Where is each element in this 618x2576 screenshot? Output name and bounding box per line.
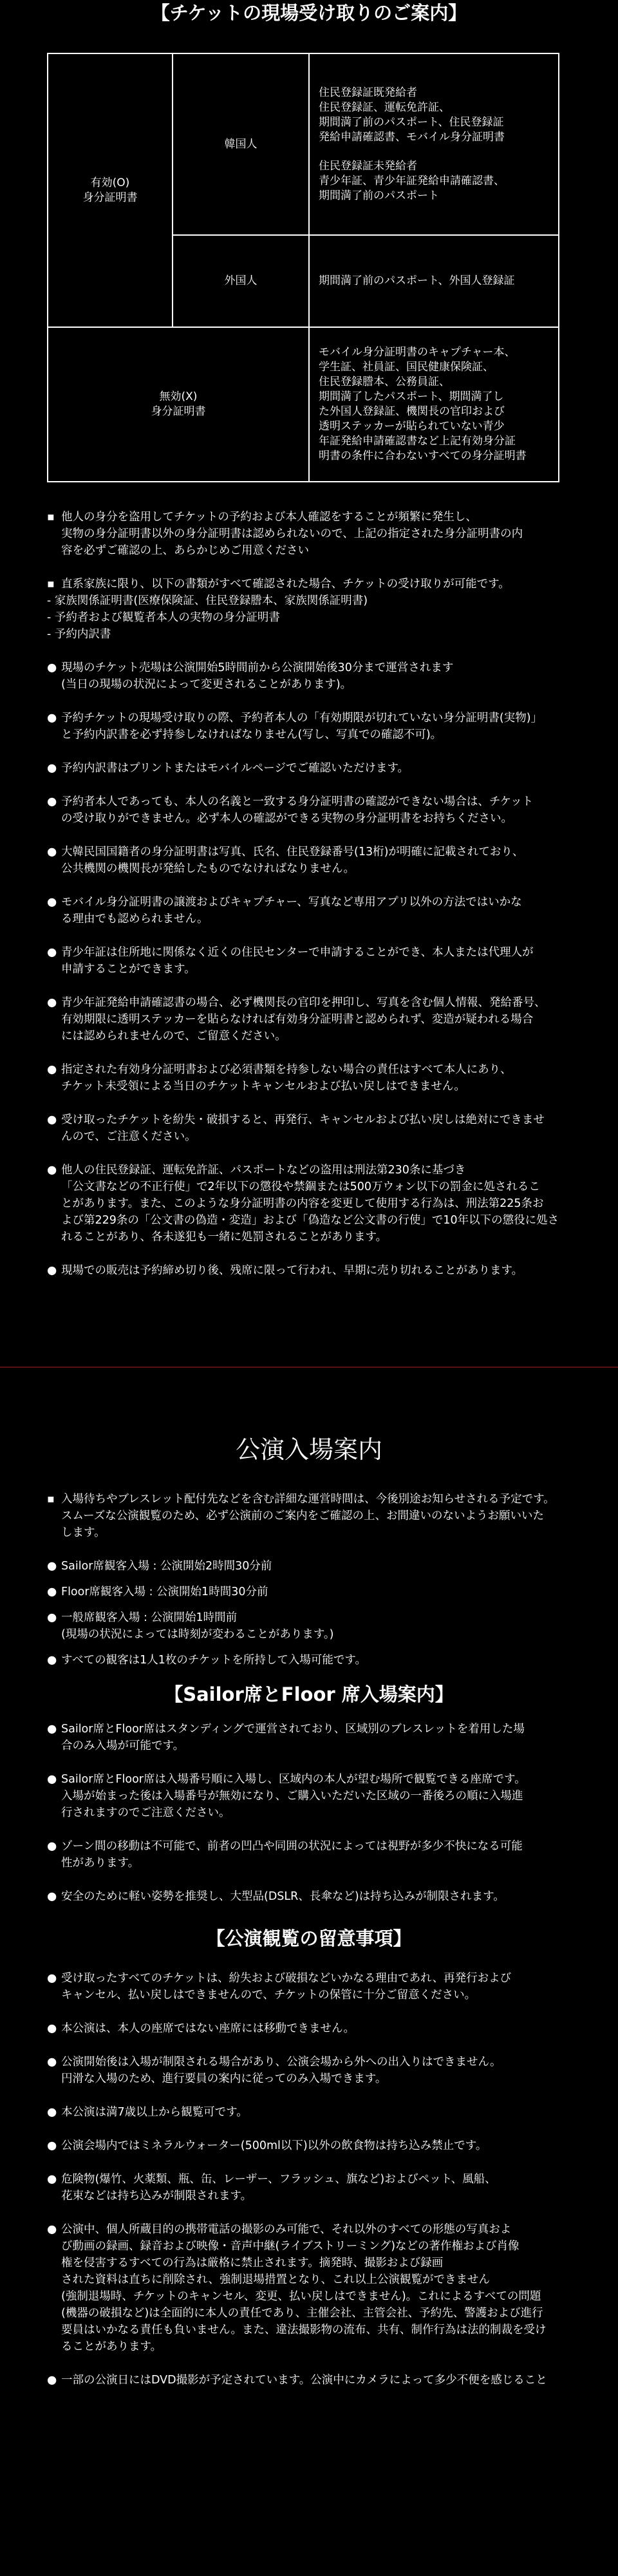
list-item [47, 2171, 575, 2204]
doc-line: 住民登録証未発給者 [319, 159, 417, 173]
round-bullet-icon: ● [47, 2106, 57, 2119]
list-item [47, 1838, 575, 1871]
round-bullet-icon: ● [47, 1560, 57, 1573]
section-divider [0, 1367, 618, 1368]
list-item [47, 944, 575, 978]
korean-issued-list [319, 86, 552, 145]
entry-times-list [47, 1558, 575, 1669]
list-item-text: んので、ご注意ください。 [61, 1130, 196, 1143]
entry-guide-title: 公演入場案内 [235, 1435, 382, 1464]
doc-line: - 家族関係証明書(医療保険証、住民登録謄本、家族関係証明書) [47, 594, 368, 607]
list-item-text: (機器の破損など)は全面的に本人の責任であり、主催会社、主管会社、予約先、警護および進行 [61, 2307, 543, 2320]
foreigner-valid-docs: 期間満了前のパスポート、外国人登録証 [309, 235, 559, 327]
list-item-text: 大韓民国国籍者の身分証明書は写真、氏名、住民登録番号(13桁)が明確に記載されており、 [61, 846, 524, 858]
list-item-text: (現場の状況によっては時刻が変わることがあります。) [61, 1628, 334, 1641]
list-item-text: 有効期限に透明ステッカーを貼らなければ有効身分証明書と認められず、変造が疑われる場合 [61, 1013, 534, 1026]
round-bullet-icon: ● [47, 1723, 57, 1736]
list-item-text: 受け取ったチケットを紛失・破損すると、再発行、キャンセルおよび払い戻しは絶対にできませ [61, 1113, 545, 1126]
notice-line: 実物の身分証明書以外の身分証明書は認められないので、上記の指定された身分証明書の内 [61, 527, 523, 540]
list-item-text: 本公演は満7歳以上から観覧可です。 [61, 2106, 248, 2119]
doc-line: モバイル身分証明書のキャプチャー本、 [319, 346, 516, 359]
list-item-text: 青少年証発給申請確認書の場合、必ず機関長の官印を押印し、写真を含む個人情報、発給番号、 [61, 996, 546, 1009]
list-item-text: よび第229条の「公文書の偽造・変造」および「偽造など公文書の行使」で10年以下の懲役に処さ [61, 1214, 559, 1227]
doc-line: 透明ステッカーが貼られていない青少 [319, 420, 505, 433]
list-item-text: び動画の録画、録音および映像・音声中継(ライブストリーミング)などの著作権および肖像 [61, 2240, 520, 2253]
list-item [47, 793, 575, 827]
doc-line: 青少年証、青少年証発給申請確認書、 [319, 174, 505, 187]
list-item-text: 合のみ入場が可能です。 [61, 1739, 185, 1752]
round-bullet-icon: ● [47, 2022, 57, 2035]
round-bullet-icon: ● [47, 1611, 57, 1624]
intro-line: 入場待ちやブレスレット配付先などを含む詳細な運営時間は、今後別途お知らせされる予定です。 [61, 1493, 555, 1506]
doc-line: 期間満了前のパスポート、住民登録証 [319, 115, 504, 129]
list-item [47, 1112, 575, 1145]
list-item-text: モバイル身分証明書の譲渡およびキャプチャー、写真など専用アプリ以外の方法ではいかな [61, 896, 522, 909]
invalid-id-label: 無効(X) 身分証明書 [48, 327, 309, 482]
list-item [47, 1888, 575, 1905]
round-bullet-icon: ● [47, 795, 57, 808]
list-item-text: 一般席観客入場 : 公演開始1時間前 [61, 1611, 238, 1624]
square-bullet-icon: ▪ [47, 1493, 55, 1506]
list-item-text: すべての観客は1人1枚のチケットを所持して入場可能です。 [61, 1654, 366, 1667]
list-item [47, 2372, 575, 2389]
viewing-notes-title: 【公演観覧の留意事項】 [206, 1927, 412, 1949]
list-item-text: れることがあり、各未遂犯も一緒に処罰されることがあります。 [61, 1231, 388, 1244]
list-item-text: Sailor席とFloor席は入場番号順に入場し、区域内の本人が望む場所で観覧できる座席です。 [61, 1773, 526, 1786]
round-bullet-icon: ● [47, 1890, 57, 1903]
list-item-text: キャンセル、払い戻しはできませんので、チケットの保管に十分ご留意ください。 [61, 1989, 476, 2002]
round-bullet-icon: ● [47, 1113, 57, 1126]
list-item [47, 1162, 575, 1245]
round-bullet-icon: ● [47, 2173, 57, 2186]
list-item-text: 公演開始後は入場が制限される場合があり、公演会場から外への出入りはできません。 [61, 2056, 501, 2069]
list-item [47, 710, 575, 743]
entry-guide-section [0, 1430, 618, 2405]
list-item-text: 予約内訳書はプリントまたはモバイルページでご確認いただけます。 [61, 762, 409, 775]
list-item-text: 行されますのでご注意ください。 [61, 1806, 230, 1819]
list-item-text: 公演中、個人所蔵目的の携帯電話の撮影のみ可能で、それ以外のすべての形態の写真およ [61, 2223, 512, 2236]
list-item-text: とがあります。また、このような身分証明書の内容を変更して使用する行為は、刑法第225条お [61, 1197, 544, 1210]
list-item-text: 危険物(爆竹、火薬類、瓶、缶、レーザー、フラッシュ、旗など)およびペット、風船、 [61, 2173, 496, 2186]
list-item [47, 1558, 575, 1575]
family-required-docs [47, 592, 575, 643]
round-bullet-icon: ● [47, 1586, 57, 1598]
list-item [47, 2104, 575, 2121]
list-item [47, 1721, 575, 1754]
invalid-docs [309, 327, 559, 482]
id-document-table [47, 53, 559, 482]
doc-line: 学生証、社員証、国民健康保険証、 [319, 361, 494, 374]
list-item-text: 本公演は、本人の座席ではない座席には移動できません。 [61, 2022, 355, 2035]
round-bullet-icon: ● [47, 2056, 57, 2069]
round-bullet-icon: ● [47, 946, 57, 959]
list-item-text: る理由でも認められません。 [61, 913, 209, 925]
doc-line: 期間満了したパスポート、期間満了し [319, 390, 504, 403]
round-bullet-icon: ● [47, 996, 57, 1009]
doc-line: 住民登録謄本、公務員証、 [319, 375, 450, 388]
list-item [47, 1652, 575, 1669]
list-item [47, 894, 575, 927]
list-item-text: 予約者本人であっても、本人の名義と一致する身分証明書の確認ができない場合は、チケット [61, 795, 534, 808]
list-item-text: 受け取ったすべてのチケットは、紛失および破損などいかなる理由であれ、再発行および [61, 1972, 512, 1985]
list-item [47, 994, 575, 1045]
list-item-text: の受け取りができません。必ず本人の確認ができる実物の身分証明書をお持ちください。 [61, 812, 513, 825]
list-item-text: 一部の公演日にはDVD撮影が予定されています。公演中にカメラによって多少不便を感じること [61, 2374, 547, 2387]
list-item [47, 1609, 575, 1643]
foreigner-label: 外国人 [173, 235, 309, 327]
round-bullet-icon: ● [47, 712, 57, 724]
notice-identity-theft [47, 509, 575, 559]
pickup-bullet-list [47, 659, 575, 1279]
list-item-text: と予約内訳書を必ず持参しなければなりません(写し、写真での確認不可)。 [61, 728, 442, 741]
list-item [47, 760, 575, 777]
notice-line: 容を必ずご確認の上、あらかじめご用意ください [61, 544, 309, 557]
list-item-text: Floor席観客入場 : 公演開始1時間30分前 [61, 1586, 268, 1598]
valid-id-label: 有効(O) 身分証明書 [48, 53, 173, 327]
doc-line: - 予約内訳書 [47, 628, 111, 641]
list-item-text: 青少年証は住所地に関係なく近くの住民センターで申請することができ、本人または代理人が [61, 946, 534, 959]
round-bullet-icon: ● [47, 661, 57, 674]
list-item [47, 1771, 575, 1821]
list-item-text: された資料は直ちに削除され、強制退場措置となり、これ以上公演観覧ができません [61, 2273, 491, 2286]
list-item [47, 2137, 575, 2154]
round-bullet-icon: ● [47, 1840, 57, 1853]
list-item-text: Sailor席とFloor席はスタンディングで運営されており、区域別のブレスレットを着用した場 [61, 1723, 525, 1736]
list-item [47, 1061, 575, 1095]
list-item-text: 他人の住民登録証、運転免許証、パスポートなどの盗用は刑法第230条に基づき [61, 1164, 466, 1177]
list-item [47, 844, 575, 877]
list-item-text: 指定された有効身分証明書および必須書類を持参しない場合の責任はすべて本人にあり、 [61, 1063, 512, 1076]
list-item-text: (強制退場時、チケットのキャンセル、変更、払い戻しはできません)。これによるすべての問題 [61, 2290, 541, 2303]
round-bullet-icon: ● [47, 1063, 57, 1076]
list-item [47, 2020, 575, 2037]
entry-intro [47, 1491, 575, 1541]
list-item-text: 性があります。 [61, 1857, 140, 1870]
intro-line: スムーズな公演観覧のため、必ず公演前のご案内をご確認の上、お間違いのないようお願いいた [61, 1510, 545, 1522]
list-item-text: には認められませんので、ご留意ください。 [61, 1030, 286, 1043]
korean-unissued-list [319, 159, 552, 204]
list-item-text: Sailor席観客入場 : 公演開始2時間30分前 [61, 1560, 272, 1573]
intro-line: します。 [61, 1526, 106, 1539]
round-bullet-icon: ● [47, 2374, 57, 2387]
standing-entry-title: 【Sailor席とFloor 席入場案内】 [164, 1683, 454, 1705]
round-bullet-icon: ● [47, 1773, 57, 1786]
list-item-text: ることがあります。 [61, 2340, 162, 2353]
korean-valid-docs [309, 53, 559, 235]
list-item-text: 公共機関の機関長が発給したものでなければなりません。 [61, 862, 355, 875]
list-item [47, 1262, 575, 1279]
list-item-text: 現場での販売は予約締め切り後、残席に限って行われ、早期に売り切れることがあります。 [61, 1264, 523, 1277]
round-bullet-icon: ● [47, 1972, 57, 1985]
doc-line: 期間満了前のパスポート [319, 189, 439, 202]
viewing-notes-list [47, 1970, 575, 2389]
pickup-notes [47, 509, 575, 1296]
list-item-text: 円滑な入場のため、進行要員の案内に従ってのみ入場できます。 [61, 2072, 387, 2085]
doc-line: た外国人登録証、機関長の官印および [319, 405, 505, 418]
list-item [47, 2054, 575, 2087]
list-item-text: 安全のために軽い姿勢を推奨し、大型品(DSLR、長傘など)は持ち込みが制限されます。 [61, 1890, 505, 1903]
round-bullet-icon: ● [47, 896, 57, 909]
square-bullet-icon: ▪ [47, 511, 55, 524]
list-item [47, 1584, 575, 1600]
round-bullet-icon: ● [47, 2139, 57, 2152]
round-bullet-icon: ● [47, 2223, 57, 2236]
list-item-text: 権を侵害するすべての行為は厳格に禁止されます。摘発時、撮影および録画 [61, 2257, 444, 2269]
round-bullet-icon: ● [47, 1264, 57, 1277]
doc-line: 住民登録証既発給者 [319, 86, 417, 99]
list-item-text: 申請することができます。 [61, 963, 196, 976]
korean-label: 韓国人 [173, 53, 309, 235]
list-item-text: 要員はいかなる責任も負いません。また、違法撮影物の流布、共有、制作行為は法的制裁を受け [61, 2324, 547, 2336]
list-item-text: 入場が始まった後は入場番号が無効になり、ご購入いただいた区域の一番後ろの順に入場進 [61, 1790, 523, 1803]
doc-line: 明書の条件に合わないすべての身分証明書 [319, 450, 527, 462]
list-item [47, 2221, 575, 2355]
notice-family-pickup: ▪ 直系家族に限り、以下の書類がすべて確認された場合、チケットの受け取りが可能です。 [47, 576, 575, 592]
list-item-text: ゾーン間の移動は不可能で、前者の凹凸や同囲の状況によっては視野が多少不快になる可能 [61, 1840, 523, 1853]
standing-entry-list [47, 1721, 575, 1905]
pickup-guide-title: 【チケットの現場受け取りのご案内】 [151, 2, 467, 24]
round-bullet-icon: ● [47, 762, 57, 775]
list-item-text: 公演会場内ではミネラルウォーター(500ml以下)以外の飲食物は持ち込み禁止です。 [61, 2139, 487, 2152]
doc-line: 発給申請確認書、モバイル身分証明書 [319, 130, 505, 144]
list-item [47, 659, 575, 693]
list-item-text: 「公文書などの不正行使」で2年以下の懲役や禁錮または500万ウォン以下の罰金に処されるこ [61, 1180, 540, 1193]
list-item [47, 1970, 575, 2003]
list-item-text: (当日の現場の状況によって変更されることがあります)。 [61, 678, 352, 691]
round-bullet-icon: ● [47, 846, 57, 858]
doc-line: 住民登録証、運転免許証、 [319, 100, 450, 114]
square-bullet-icon: ▪ [47, 578, 55, 591]
doc-line: 年証発給申請確認書など上記有効身分証 [319, 435, 516, 448]
list-item-text: 予約チケットの現場受け取りの際、予約者本人の「有効期限が切れていない身分証明書(実物)」 [61, 712, 543, 724]
doc-line: - 予約者および観覧者本人の実物の身分証明書 [47, 611, 280, 624]
round-bullet-icon: ● [47, 1654, 57, 1667]
list-item-text: 現場のチケット売場は公演開始5時間前から公演開始後30分まで運営されます [61, 661, 454, 674]
notice-line: 他人の身分を盗用してチケットの予約および本人確認をすることが頻繁に発生し、 [61, 511, 477, 524]
list-item-text: 花束などは持ち込みが制限されます。 [61, 2190, 252, 2202]
round-bullet-icon: ● [47, 1164, 57, 1177]
list-item-text: チケット未受領による当日のチケットキャンセルおよび払い戻しはできません。 [61, 1080, 465, 1093]
